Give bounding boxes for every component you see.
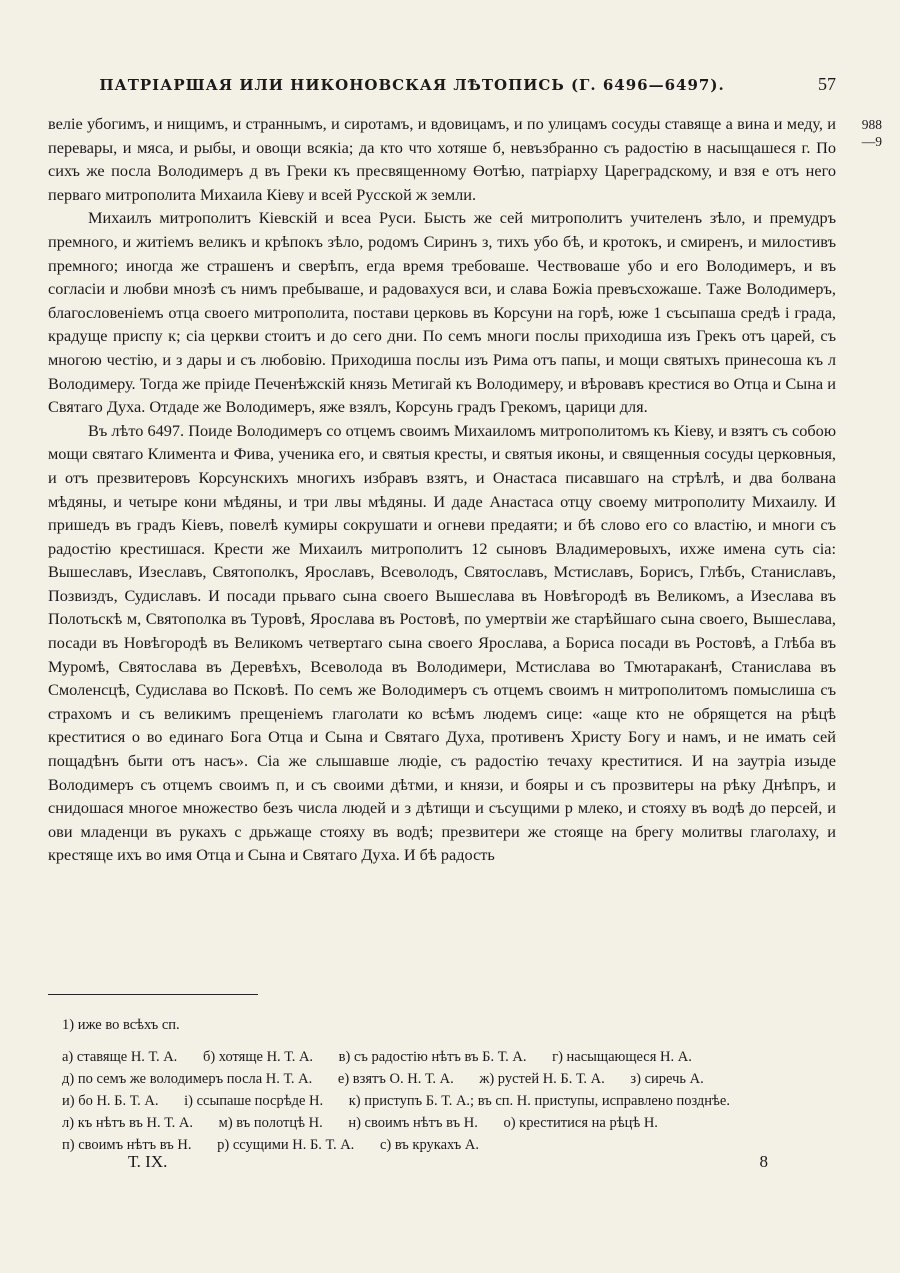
running-header — [48, 76, 836, 98]
page-number: 57 — [818, 74, 836, 94]
variant-note: ж) рустей Н. Б. Т. А. — [479, 1071, 605, 1087]
variant-note: с) въ крукахъ А. — [379, 1137, 479, 1153]
variant-note: м) въ полотцѣ Н. — [218, 1115, 323, 1131]
variant-note: о) креститися на рѣцѣ Н. — [503, 1115, 658, 1131]
volume-label: Т. IX. — [128, 1152, 168, 1171]
variant-note: з) сиречь А. — [630, 1071, 704, 1087]
paragraph-2: Михаилъ митрополитъ Кіевскій и всеа Руси. Бысть же сей митрополитъ учителенъ зѣло, и премудръ премного, и житіемъ великъ и крѣпокъ зѣло, родомъ Сиринъ з, тихъ убо бѣ, и кротокъ, и смиренъ, и милостивъ премного; иногда же страшенъ и сверѣпъ, егда время требоваше. Чествоваше убо и его Володимеръ, и въ согласіи и любви мнозѣ съ нимъ пребываше, и радовахуся вси, и слава Божіа превъсхожаше. Таже Володимеръ, благословеніемъ отца своего митрополита, постави церковь въ Корсуни на горѣ, юже 1 съсыпаша средѣ і града, крадуще приспу к; сіа церкви стоитъ и до сего дни. По семъ многи послы приходиша изъ Грекъ отъ царей, съ многою честію, и з дары и съ любовію. Приходиша послы изъ Рима отъ папы, и мощи святыхъ принесоша къ л Володимеру. Тогда же пріиде Печенѣжскій князь Метигай къ Володимеру, и вѣровавъ крестися во Отца и Сына и Святаго Духа. Отдаде же Володимеръ, яже взялъ, Корсунь градъ Грекомъ, царици для. — [48, 208, 836, 417]
header-title: ПАТРІАРШАЯ ИЛИ НИКОНОВСКАЯ ЛѢТОПИСЬ (Г. 6496—6497). — [99, 76, 725, 94]
variant-line — [62, 1046, 840, 1068]
variant-note: в) съ радостію нѣтъ въ Б. Т. А. — [338, 1049, 527, 1065]
variant-note: н) своимъ нѣтъ въ Н. — [348, 1115, 478, 1131]
variant-note: б) хотяще Н. Т. А. — [202, 1049, 314, 1065]
variant-note: л) къ нѣтъ въ Н. Т. А. — [62, 1115, 194, 1131]
footnote-divider — [48, 994, 258, 995]
paragraph-1: веліе убогимъ, и нищимъ, и страннымъ, и сиротамъ, и вдовицамъ, и по улицамъ сосуды ставяще а вина и меду, и перевары, и мяса, и рыбы, и овощи всякіа; да кто что хотяше б, невъзбранно съ радостію в насыщашеся г. По сихъ же посла Володимеръ д въ Греки къ пресвященному Өотѣю, патріарху Цареградскому, и взя е отъ него перваго митрополита Михаила Кіеву и всей Русской ж земли. — [48, 114, 836, 204]
variant-note: п) своимъ нѣтъ въ Н. — [62, 1137, 192, 1153]
variant-note: д) по семъ же володимеръ посла Н. Т. А. — [62, 1071, 313, 1087]
chronicle-text — [48, 112, 836, 867]
margin-year-988: 988 — [861, 117, 882, 132]
margin-year-9: —9 — [861, 134, 882, 149]
variant-note: г) насыщающеся Н. А. — [552, 1049, 692, 1065]
variant-line — [62, 1090, 840, 1112]
variant-note: е) взятъ О. Н. Т. А. — [337, 1071, 454, 1087]
variant-readings — [62, 1046, 840, 1156]
variant-note: р) ссущими Н. Б. Т. А. — [217, 1137, 355, 1153]
paragraph-3: Въ лѣто 6497. Поиде Володимеръ со отцемъ своимъ Михаиломъ митрополитомъ къ Кіеву, и взятъ съ собою мощи святаго Климента и Фива, ученика его, и святыя кресты, и святыя иконы, и священныя сосуды церковныя, и отъ презвитеровъ Корсунскихъ многихъ избравъ взятъ, и Онастаса писавшаго на стрѣлѣ, и два болвана мѣдяны, и четыре кони мѣдяны, и три лвы мѣдяны. И даде Анастаса отцу своему митрополиту Михаилу. И пришедъ въ градъ Кіевъ, повелѣ кумиры сокрушати и огневи предаяти; и бѣ слово его со властію, и многи съ радостію крестишася. Крести же Михаилъ митрополитъ 12 сыновъ Владимеровыхъ, ихже имена суть сіа: Вышеславъ, Изеславъ, Святополкъ, Ярославъ, Всеволодъ, Святославъ, Мстиславъ, Борисъ, Глѣбъ, Станиславъ, Позвиздъ, Судиславъ. И посади прьваго сына своего Вышеслава въ Новѣгородѣ въ Великомъ, а Изеслава въ Полотьскѣ м, Святополка въ Туровѣ, Ярослава въ Ростовѣ, по умертвіи же старѣйшаго сына своего, Вышеслава, посади въ Новѣгородѣ въ Великомъ четвертаго сына своего Ярослава, а Бориса посади въ Ростовѣ, а Глѣба въ Муромѣ, Святослава въ Деревѣхъ, Всеволода въ Володимери, Мстислава во Тмютараканѣ, Станислава въ Смоленсцѣ, Судислава во Псковѣ. По семъ же Володимеръ съ отцемъ своимъ н митрополитомъ помыслиша съ страхомъ и съ великимъ прещеніемъ глаголати ко всѣмъ людемъ сице: «аще кто не обрящется на рѣцѣ креститися о во единаго Бога Отца и Сына и Святаго Духа, противенъ Христу Богу и намъ, и не имать сей пощадѣнъ быти отъ насъ». Сіа же слышавше людіе, съ радостію течаху креститися. И на заутріа изыде Володимеръ съ отцемъ своимъ п, и съ своими дѣтми, и князи, и бояры и съ прозвитеры на рѣку Днѣпръ, и снидошася многое множество безъ числа людей и з дѣтищи и съсущими р млеко, и стояху въ водѣ до персей, и ови младенци въ рукахъ с дрьжаще стояху въ водѣ; презвитери же стояще на брегу молитвы глаголаху, и крестяще ихъ во имя Отца и Сына и Святаго Духа. И бѣ радость — [48, 420, 836, 865]
footnote-1: 1) иже во всѣхъ сп. — [62, 1017, 180, 1033]
variant-note: к) приступъ Б. Т. А.; въ сп. Н. приступы, исправлено позднѣе. — [348, 1093, 730, 1109]
variant-note: а) ставяще Н. Т. А. — [62, 1049, 178, 1065]
variant-line — [62, 1112, 840, 1134]
variant-note: и) бо Н. Б. Т. А. — [62, 1093, 159, 1109]
page-footer — [128, 1152, 788, 1174]
variant-note: і) ссыпаше посрѣде Н. — [184, 1093, 324, 1109]
signature-mark: 8 — [759, 1152, 768, 1171]
variant-line — [62, 1068, 840, 1090]
